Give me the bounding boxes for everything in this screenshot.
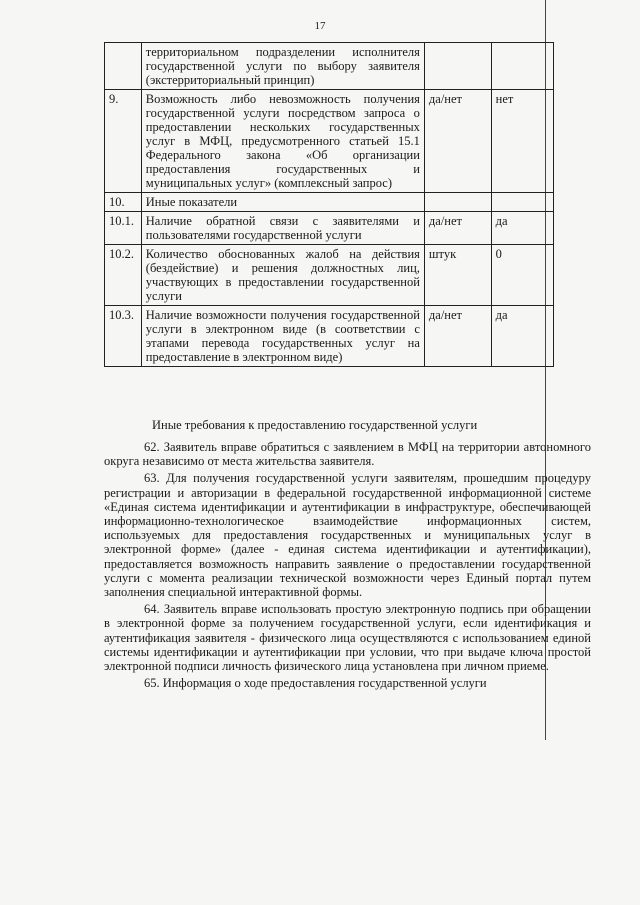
- indicator-name: Возможность либо невозможность получения государственной услуги посредством запроса о предоставлении нескольких государственных услуг в МФЦ, предусмотренного статьей 15.1 Федерального закона «Об организации предоставления государственных и муниципальных услуг» (комплексный запрос): [141, 90, 424, 193]
- row-number: 10.2.: [105, 245, 142, 306]
- row-number: 10.: [105, 193, 142, 212]
- paragraph-62: 62. Заявитель вправе обратиться с заявлением в МФЦ на территории автономного округа независимо от места жительства заявителя.: [104, 440, 591, 469]
- value-cell: [491, 193, 553, 212]
- table-row: [105, 212, 554, 245]
- indicator-name: Наличие возможности получения государственной услуги в электронном виде (в соответствии с этапами перевода государственных услуг на предоставление в электронном виде): [141, 306, 424, 367]
- value-cell: нет: [491, 90, 553, 193]
- unit-cell: штук: [424, 245, 491, 306]
- table-row: [105, 245, 554, 306]
- paragraph-64: 64. Заявитель вправе использовать простую электронную подпись при обращении в электронной форме за получением государственной услуги, если идентификация и аутентификация заявителя - физического лица осуществляются с использованием единой системы идентификации и аутентификации при условии, что при выдаче ключа простой электронной подписи личность физического лица установлена при личном приеме.: [104, 602, 591, 674]
- table-row: [105, 90, 554, 193]
- row-number: 9.: [105, 90, 142, 193]
- unit-cell: [424, 43, 491, 90]
- value-cell: да: [491, 306, 553, 367]
- indicator-name: Иные показатели: [141, 193, 424, 212]
- row-number: 10.3.: [105, 306, 142, 367]
- paragraph-63: 63. Для получения государственной услуги заявителям, прошедшим процедуру регистрации и авторизации в федеральной государственной информационной системе «Единая система идентификации и аутентификации в инфраструктуре, обеспечивающей информационно-технологическое взаимодействие информационных систем, используемых для предоставления государственных и муниципальных услуг в электронной форме» (далее - единая система идентификации и аутентификации), предоставляется возможность направить заявление о предоставлении государственной услуги с момента реализации технической возможности через Единый портал путем заполнения специальной интерактивной формы.: [104, 471, 591, 600]
- value-cell: да: [491, 212, 553, 245]
- indicators-table: [104, 42, 554, 367]
- page-number: 17: [314, 20, 326, 32]
- value-cell: [491, 43, 553, 90]
- row-number: 10.1.: [105, 212, 142, 245]
- table-row: [105, 193, 554, 212]
- paragraph-65: 65. Информация о ходе предоставления государственной услуги: [144, 676, 487, 691]
- unit-cell: да/нет: [424, 212, 491, 245]
- section-title: Иные требования к предоставлению государственной услуги: [152, 418, 478, 432]
- table-row: [105, 306, 554, 367]
- unit-cell: да/нет: [424, 306, 491, 367]
- indicator-name: Наличие обратной связи с заявителями и пользователями государственной услуги: [141, 212, 424, 245]
- value-cell: 0: [491, 245, 553, 306]
- row-number: [105, 43, 142, 90]
- indicator-name: территориальном подразделении исполнителя государственной услуги по выбору заявителя (экстерриториальный принцип): [141, 43, 424, 90]
- indicator-name: Количество обоснованных жалоб на действия (бездействие) и решения должностных лиц, участвующих в предоставлении государственной услуги: [141, 245, 424, 306]
- table-row: [105, 43, 554, 90]
- unit-cell: да/нет: [424, 90, 491, 193]
- body-text: [104, 440, 591, 693]
- unit-cell: [424, 193, 491, 212]
